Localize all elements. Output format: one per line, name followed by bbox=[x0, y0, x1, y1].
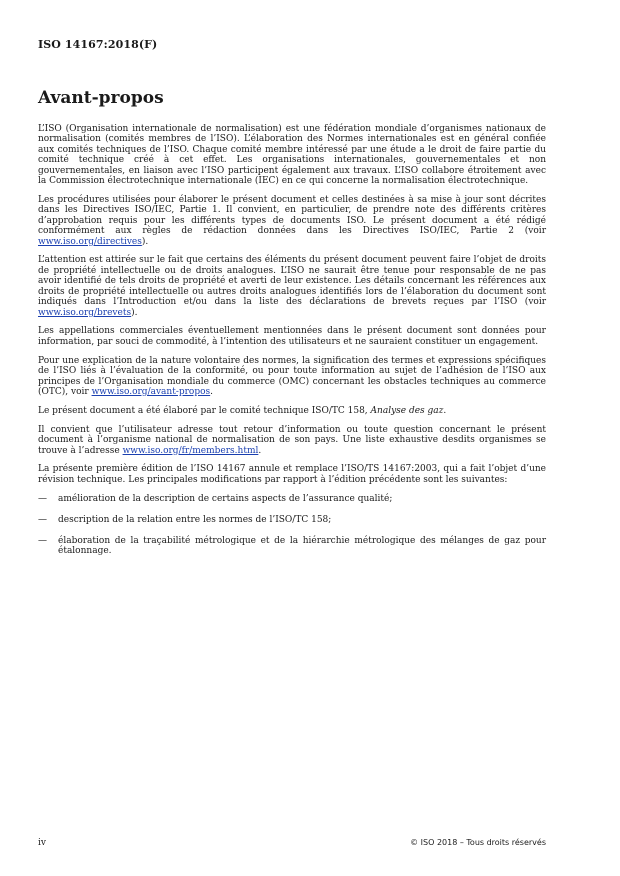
paragraph-committee bbox=[38, 406, 546, 416]
paragraph-feedback bbox=[38, 425, 546, 456]
list-item bbox=[38, 494, 546, 504]
list-item-text: description de la relation entre les normes de l’ISO/TC 158; bbox=[58, 514, 332, 525]
members-link[interactable]: www.iso.org/fr/members.html bbox=[122, 445, 259, 456]
paragraph-voluntary-nature bbox=[38, 356, 546, 398]
list-item-text: amélioration de la description de certains aspects de l’assurance qualité; bbox=[58, 493, 393, 504]
committee-title: Analyse des gaz bbox=[370, 405, 444, 416]
paragraph-text: . bbox=[258, 445, 262, 456]
patents-link[interactable]: www.iso.org/brevets bbox=[38, 307, 132, 318]
document-identifier: ISO 14167:2018(F) bbox=[38, 38, 158, 51]
paragraph-text: ). bbox=[131, 307, 138, 318]
dash-bullet: — bbox=[38, 514, 47, 525]
section-heading: Avant-propos bbox=[38, 88, 164, 108]
changes-list bbox=[38, 494, 546, 557]
foreword-body bbox=[38, 124, 546, 567]
paragraph-text: . bbox=[210, 386, 214, 397]
page-number: iv bbox=[38, 838, 46, 848]
paragraph-text: L’attention est attirée sur le fait que certains des éléments du présent document peuvent faire l’objet de droits de propriété intellectuelle ou de droits analogues. L’ISO ne saurait être tenue pour responsable de ne pas avoir identifié de tels droits de propriété et averti de leur existence. Les détails concernant les références aux droits de propriété intellectuelle ou autres droits analogues identifiés lors de l’élaboration du document sont indiqués dans l’Introduction et/ou dans la liste des déclarations de brevets reçues par l’ISO (voir bbox=[38, 255, 546, 308]
dash-bullet: — bbox=[38, 493, 47, 504]
paragraph-edition: La présente première édition de l’ISO 14167 annule et remplace l’ISO/TS 14167:2003, qui a fait l’objet d’une révision technique. Les principales modifications par rapport à l’édition précédente sont les suivantes: bbox=[38, 464, 546, 485]
copyright-notice: © ISO 2018 – Tous droits réservés bbox=[410, 838, 546, 847]
list-item bbox=[38, 515, 546, 525]
list-item bbox=[38, 536, 546, 557]
paragraph-text: . bbox=[443, 405, 447, 416]
paragraph-text: Pour une explication de la nature volontaire des normes, la signification des termes et expressions spécifiques de l’ISO liés à l’évaluation de la conformité, ou pour toute information au sujet de l’adhésion de l’ISO aux principes de l’Organisation mondiale du commerce (OMC) concernant les obstacles techniques au commerce (OTC), voir bbox=[38, 355, 546, 397]
paragraph-text: Le présent document a été élaboré par le comité technique ISO/TC 158, bbox=[38, 405, 371, 416]
paragraph-procedures bbox=[38, 195, 546, 247]
paragraph-text: Les procédures utilisées pour élaborer le présent document et celles destinées à sa mise à jour sont décrites dans les Directives ISO/IEC, Partie 1. Il convient, en particulier, de prendre note des différents critères d’approbation requis pour les différents types de documents ISO. Le présent document a été rédigé conformément aux règles de rédaction données dans les Directives ISO/IEC, Partie 2 (voir bbox=[38, 194, 546, 237]
paragraph-text: ). bbox=[141, 236, 149, 247]
dash-bullet: — bbox=[38, 535, 47, 546]
foreword-link[interactable]: www.iso.org/avant-propos bbox=[91, 386, 211, 397]
paragraph-trade-names: Les appellations commerciales éventuellement mentionnées dans le présent document sont données pour information, par souci de commodité, à l’intention des utilisateurs et ne sauraient constituer un engagement. bbox=[38, 326, 546, 347]
directives-link[interactable]: www.iso.org/directives bbox=[38, 236, 142, 247]
paragraph-text: Il convient que l’utilisateur adresse tout retour d’information ou toute question concernant le présent document à l’organisme national de normalisation de son pays. Une liste exhaustive desdits organismes se trouve à l’adresse bbox=[38, 424, 546, 456]
paragraph-patent-rights bbox=[38, 255, 546, 317]
list-item-text: élaboration de la traçabilité métrologique et de la hiérarchie métrologique des mélanges de gaz pour étalonnage. bbox=[58, 535, 546, 556]
paragraph-iso-description: L’ISO (Organisation internationale de normalisation) est une fédération mondiale d’organismes nationaux de normalisation (comités membres de l’ISO). L’élaboration des Normes internationales est en général confiée aux comités techniques de l’ISO. Chaque comité membre intéressé par une étude a le droit de faire partie du comité technique créé à cet effet. Les organisations internationales, gouvernementales et non gouvernementales, en liaison avec l’ISO participent également aux travaux. L’ISO collabore étroitement avec la Commission électrotechnique internationale (IEC) en ce qui concerne la normalisation électrotechnique. bbox=[38, 124, 546, 187]
